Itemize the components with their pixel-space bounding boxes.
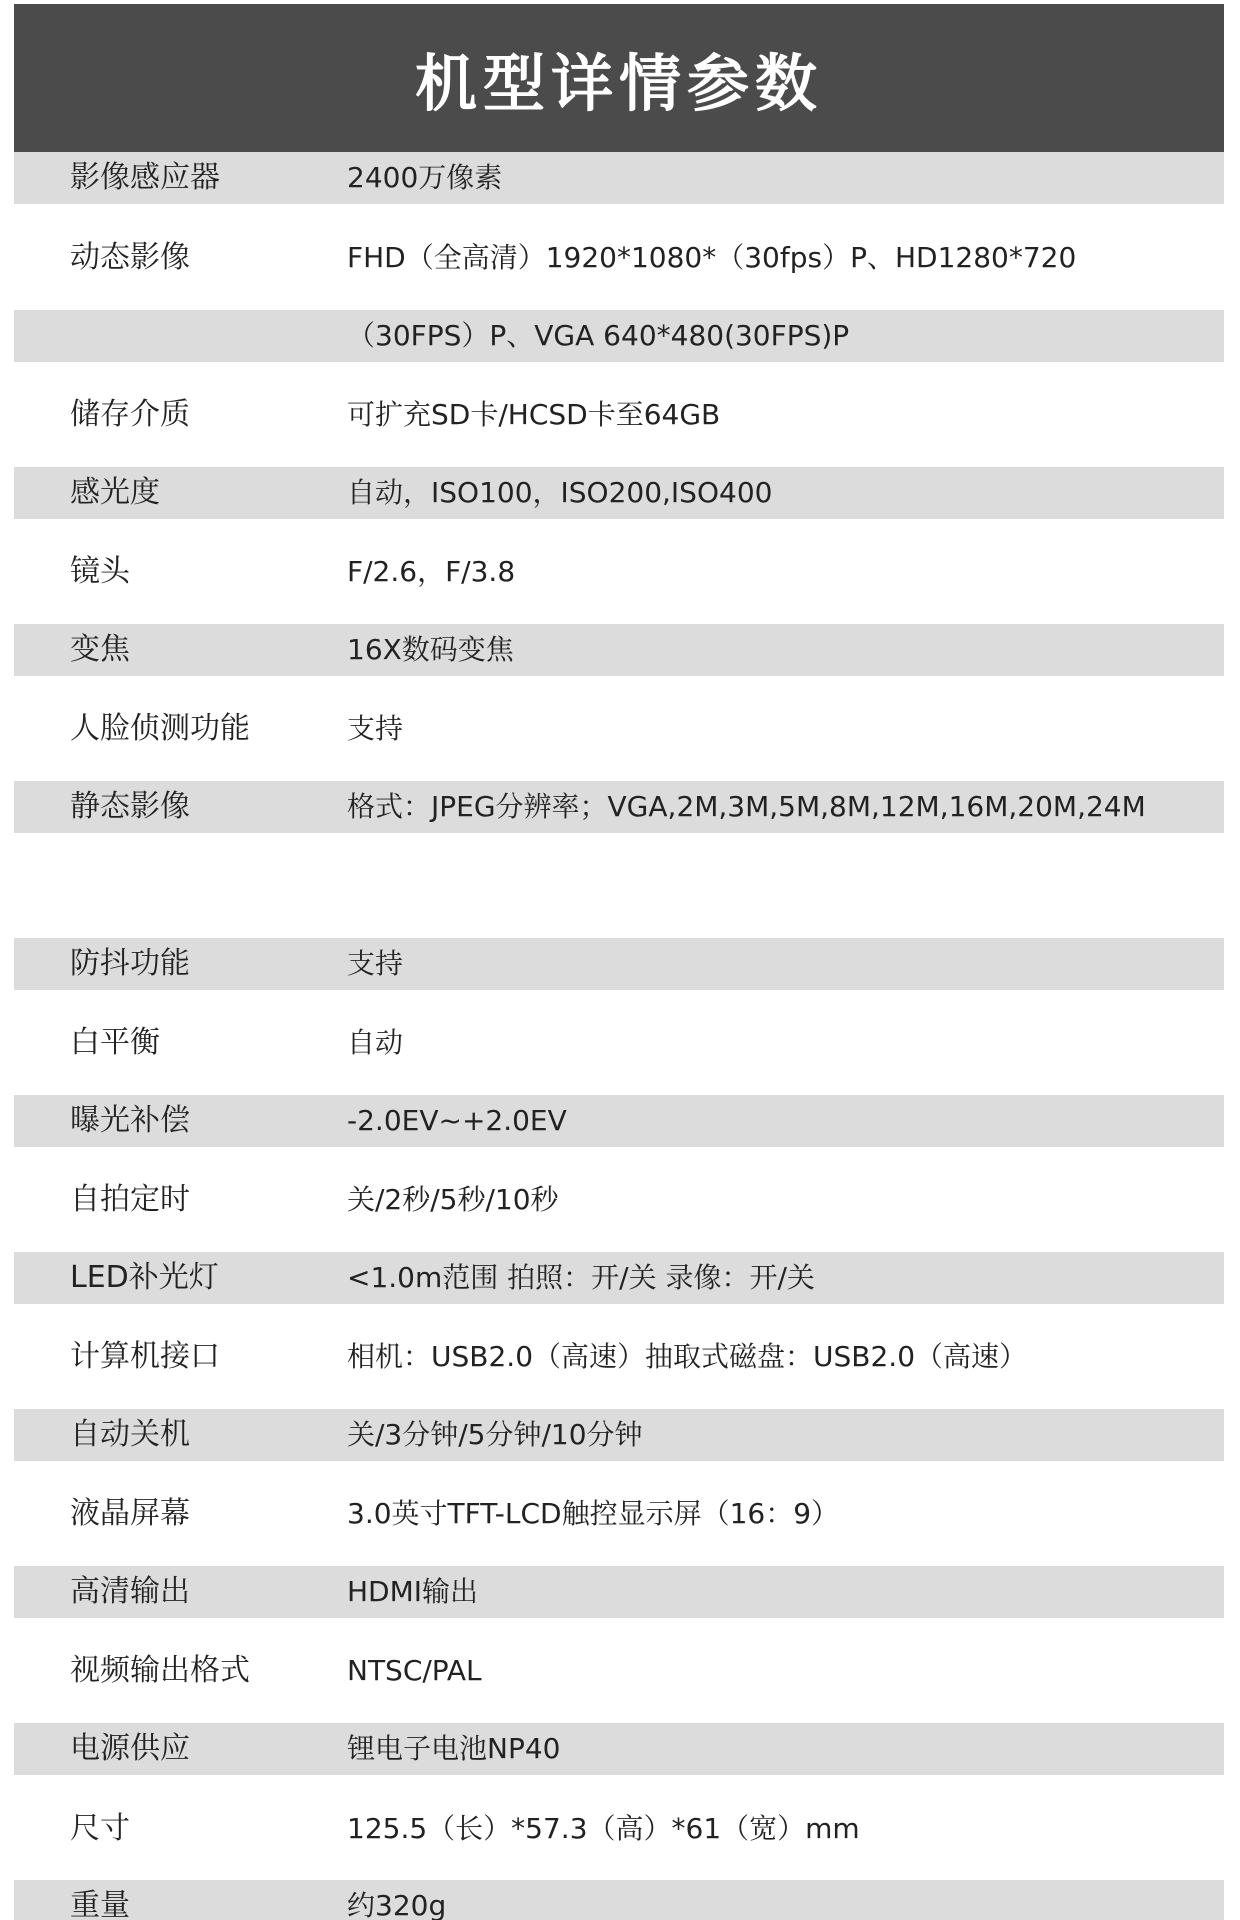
spec-label: 视频输出格式 bbox=[70, 1653, 250, 1688]
spec-label: 感光度 bbox=[70, 475, 160, 510]
spec-row bbox=[14, 1803, 1224, 1855]
spec-label: 电源供应 bbox=[70, 1731, 190, 1766]
spec-label: 储存介质 bbox=[70, 397, 190, 432]
spec-value: -2.0EV~+2.0EV bbox=[347, 1104, 567, 1137]
spec-row bbox=[14, 389, 1224, 441]
spec-row bbox=[14, 1645, 1224, 1697]
spec-value: 125.5（长）*57.3（高）*61（宽）mm bbox=[347, 1812, 860, 1845]
spec-row bbox=[14, 1331, 1224, 1383]
spec-row bbox=[14, 624, 1224, 676]
spec-label: 白平衡 bbox=[70, 1025, 160, 1060]
spec-row bbox=[14, 467, 1224, 519]
spec-row bbox=[14, 1095, 1224, 1147]
spec-row bbox=[14, 1017, 1224, 1069]
spec-row bbox=[14, 546, 1224, 598]
spec-label: 静态影像 bbox=[70, 789, 190, 824]
spec-label: 计算机接口 bbox=[70, 1339, 220, 1374]
spec-value: F/2.6，F/3.8 bbox=[347, 555, 516, 588]
spec-label: 尺寸 bbox=[70, 1811, 130, 1846]
spec-row bbox=[14, 310, 1224, 362]
spec-value: 支持 bbox=[347, 712, 404, 745]
spec-value: 可扩充SD卡/HCSD卡至64GB bbox=[347, 398, 721, 431]
spec-value: 2400万像素 bbox=[347, 161, 503, 194]
spec-label: 自动关机 bbox=[70, 1417, 190, 1452]
spec-value: 格式：JPEG分辨率；VGA,2M,3M,5M,8M,12M,16M,20M,24M bbox=[347, 790, 1146, 823]
spec-value: 相机：USB2.0（高速）抽取式磁盘：USB2.0（高速） bbox=[347, 1340, 1028, 1373]
spec-label: 重量 bbox=[70, 1888, 130, 1920]
spec-value: NTSC/PAL bbox=[347, 1654, 482, 1687]
spec-row bbox=[14, 232, 1224, 284]
spec-label: 自拍定时 bbox=[70, 1182, 190, 1217]
spec-label: 镜头 bbox=[70, 554, 130, 589]
spec-value: <1.0m范围 拍照：开/关 录像：开/关 bbox=[347, 1261, 815, 1294]
spec-row bbox=[14, 781, 1224, 833]
spec-row bbox=[14, 152, 1224, 204]
spec-label: 液晶屏幕 bbox=[70, 1496, 190, 1531]
spec-row bbox=[14, 1409, 1224, 1461]
spec-label: LED补光灯 bbox=[70, 1260, 219, 1295]
spec-label: 防抖功能 bbox=[70, 946, 190, 981]
spec-label: 人脸侦测功能 bbox=[70, 711, 250, 746]
spec-row bbox=[14, 703, 1224, 755]
header-banner bbox=[14, 4, 1224, 152]
spec-row bbox=[14, 1723, 1224, 1775]
spec-row bbox=[14, 938, 1224, 990]
spec-row bbox=[14, 1566, 1224, 1618]
spec-value: 自动 bbox=[347, 1026, 404, 1059]
spec-row bbox=[14, 1488, 1224, 1540]
spec-label: 动态影像 bbox=[70, 240, 190, 275]
spec-value: 3.0英寸TFT-LCD触控显示屏（16：9） bbox=[347, 1497, 840, 1530]
spec-label: 曝光补偿 bbox=[70, 1103, 190, 1138]
page-title: 机型详情参数 bbox=[414, 46, 823, 120]
spec-value: 支持 bbox=[347, 947, 404, 980]
spec-value: HDMI输出 bbox=[347, 1575, 479, 1608]
spec-value: FHD（全高清）1920*1080*（30fps）P、HD1280*720 bbox=[347, 241, 1077, 274]
spec-value: 16X数码变焦 bbox=[347, 633, 514, 666]
spec-value: 关/2秒/5秒/10秒 bbox=[347, 1183, 559, 1216]
spec-label: 变焦 bbox=[70, 632, 130, 667]
spec-row bbox=[14, 1880, 1224, 1920]
spec-value: 自动，ISO100，ISO200,ISO400 bbox=[347, 476, 773, 509]
spec-row bbox=[14, 1174, 1224, 1226]
spec-value: 锂电子电池NP40 bbox=[347, 1732, 561, 1765]
spec-value: 关/3分钟/5分钟/10分钟 bbox=[347, 1418, 643, 1451]
spec-label: 影像感应器 bbox=[70, 160, 220, 195]
spec-value: 约320g bbox=[347, 1889, 447, 1920]
spec-row bbox=[14, 1252, 1224, 1304]
spec-label: 高清输出 bbox=[70, 1574, 190, 1609]
spec-value: （30FPS）P、VGA 640*480(30FPS)P bbox=[347, 319, 850, 352]
